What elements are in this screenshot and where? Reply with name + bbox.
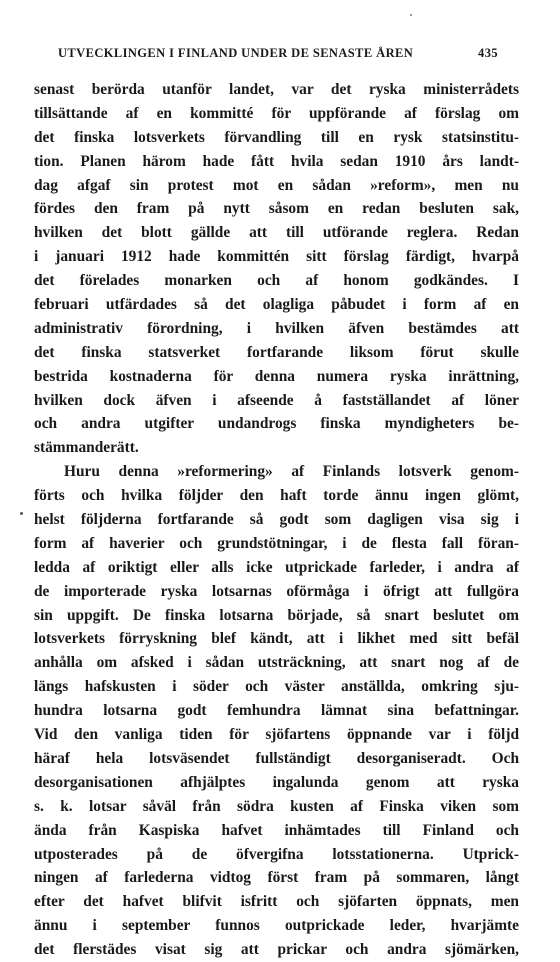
body-text [34, 78, 519, 962]
text-line: senast berörda utanför landet, var det ryska ministerrådets [34, 81, 519, 98]
text-line: administrativ förordning, i hvilken äfven bestämdes att [34, 319, 519, 337]
text-line: det finska statsverket fortfarande liksom förut skulle [34, 343, 519, 361]
text-line: längs hafskusten i söder och väster anställda, omkring sju- [34, 678, 519, 696]
text-line: s. k. lotsar såväl från södra kusten af Finska viken som [34, 797, 519, 815]
page-number: 435 [478, 46, 498, 60]
text-line: Huru denna »reformering» af Finlands lotsverk genom- [64, 463, 519, 481]
running-head [58, 46, 498, 66]
text-line: sin uppgift. De finska lotsarna började, så snart beslutet om [34, 606, 519, 624]
text-line: ända från Kaspiska hafvet inhämtades till Finland och [34, 821, 519, 839]
text-line: anhålla om afsked i sådan utsträckning, att snart nog af de [34, 654, 519, 672]
text-line: hvilken det blott gällde att till utförande reglera. Redan [34, 224, 519, 242]
running-title: UTVECKLINGEN I FINLAND UNDER DE SENASTE ÅREN [58, 46, 414, 60]
text-line: tion. Planen härom hade fått hvila sedan 1910 års landt- [34, 152, 519, 170]
text-line: i januari 1912 hade kommittén sitt förslag färdigt, hvarpå [34, 248, 519, 266]
text-line: Vid den vanliga tiden för sjöfartens öppnande var i följd [34, 726, 519, 744]
text-line: förts och hvilka följder den haft torde ännu ingen glömt, [34, 487, 519, 505]
text-line: dag afgaf sin protest mot en sådan »reform», men nu [34, 176, 519, 194]
text-line: det flerstädes visat sig att prickar och andra sjömärken, [34, 941, 519, 959]
text-line: utposterades på de öfvergifna lotsstationerna. Utprick- [34, 845, 519, 863]
text-line: hundra lotsarna godt femhundra lämnat sina befattningar. [34, 702, 519, 720]
print-speck [410, 14, 412, 16]
text-line: ningen af farlederna vidtog först fram på sommaren, långt [34, 869, 519, 887]
text-line: de importerade ryska lotsarnas oförmåga i öfrigt att fullgöra [34, 582, 519, 600]
text-line: ledda af oriktigt eller alls icke utprickade farleder, i andra af [34, 558, 519, 576]
text-line: fördes den fram på nytt såsom en redan besluten sak, [34, 200, 519, 218]
text-line: efter det hafvet blifvit isfritt och sjöfarten öppnats, men [34, 893, 519, 911]
text-line: och andra utgifter undandrogs finska myndigheters be- [34, 415, 519, 433]
text-line: ännu i september funnos outprickade leder, hvarjämte [34, 917, 519, 935]
text-line: stämmanderätt. [34, 439, 139, 457]
text-line: bestrida kostnaderna för denna numera ryska inrättning, [34, 367, 519, 385]
text-line: desorganisationen afhjälptes ingalunda genom att ryska [34, 773, 519, 791]
text-line: helst följderna fortfarande så godt som dagligen visa sig i [34, 511, 519, 529]
text-line: tillsättande af en kommitté för uppförande af förslag om [34, 104, 519, 122]
text-line: form af haverier och grundstötningar, i de flesta fall föran- [34, 534, 519, 552]
text-line: hvilken dock äfven i afseende å fastställandet af löner [34, 391, 519, 409]
text-line: februari utfärdades så det olagliga påbudet i form af en [34, 296, 519, 314]
margin-speck [20, 512, 23, 515]
text-line: lotsverkets förryskning blef kändt, att i likhet med sitt befäl [34, 630, 519, 648]
text-line: det finska lotsverkets förvandling till en rysk statsinstitu- [34, 128, 519, 146]
text-line: det förelades monarken och af honom godkändes. I [34, 272, 519, 290]
text-line: häraf hela lotsväsendet fullständigt desorganiseradt. Och [34, 749, 519, 767]
